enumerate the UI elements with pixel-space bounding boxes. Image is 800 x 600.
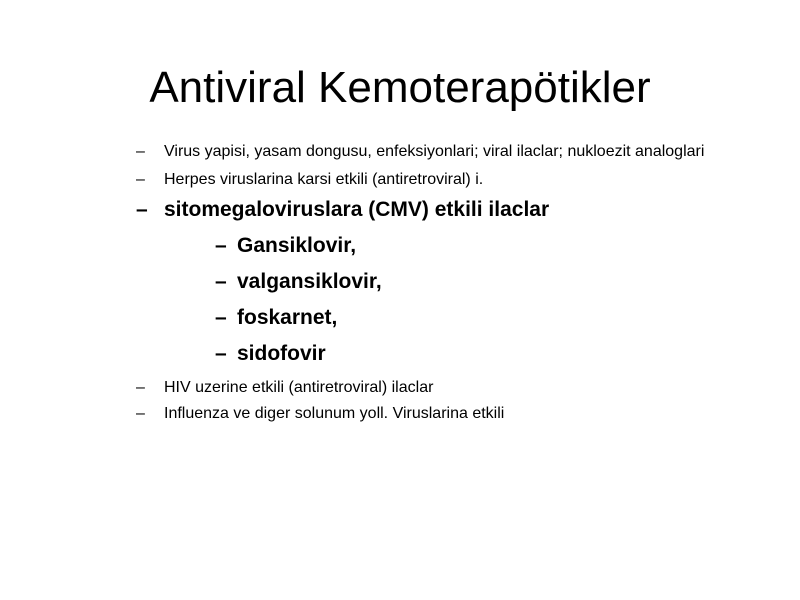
dash-bullet: – [136, 143, 145, 160]
dash-bullet: – [136, 405, 145, 422]
sub-bullet-gansiklovir [136, 232, 736, 260]
bullet-text: Herpes viruslarina karsi etkili (antiretroviral) i. [164, 171, 484, 188]
bullet-text: HIV uzerine etkili (antiretroviral) ilaclar [164, 379, 434, 396]
slide-title: Antiviral Kemoterapötikler [149, 63, 651, 112]
sub-bullet-sidofovir [136, 340, 736, 368]
bullet-item-influenza [136, 403, 736, 424]
bullet-item-virus-structure [136, 141, 736, 162]
dash-bullet: – [215, 234, 227, 257]
bullet-text: foskarnet, [237, 306, 338, 329]
dash-bullet: – [136, 198, 148, 221]
dash-bullet: – [215, 270, 227, 293]
sub-bullet-foskarnet [136, 304, 736, 332]
sub-bullet-valgansiklovir [136, 268, 736, 296]
bullet-text: valgansiklovir, [237, 270, 382, 293]
dash-bullet: – [136, 171, 145, 188]
bullet-item-hiv [136, 377, 736, 398]
bullet-list [136, 141, 736, 424]
bullet-item-herpes [136, 169, 736, 190]
bullet-text: Influenza ve diger solunum yoll. Viruslarina etkili [164, 405, 505, 422]
dash-bullet: – [215, 342, 227, 365]
dash-bullet: – [215, 306, 227, 329]
bullet-text: sidofovir [237, 342, 326, 365]
bullet-text: sitomegaloviruslara (CMV) etkili ilaclar [164, 198, 550, 221]
bullet-item-cmv [136, 196, 736, 224]
bullet-text: Gansiklovir, [237, 234, 357, 257]
bullet-text: Virus yapisi, yasam dongusu, enfeksiyonlari; viral ilaclar; nukloezit analoglari [164, 143, 705, 160]
dash-bullet: – [136, 379, 145, 396]
